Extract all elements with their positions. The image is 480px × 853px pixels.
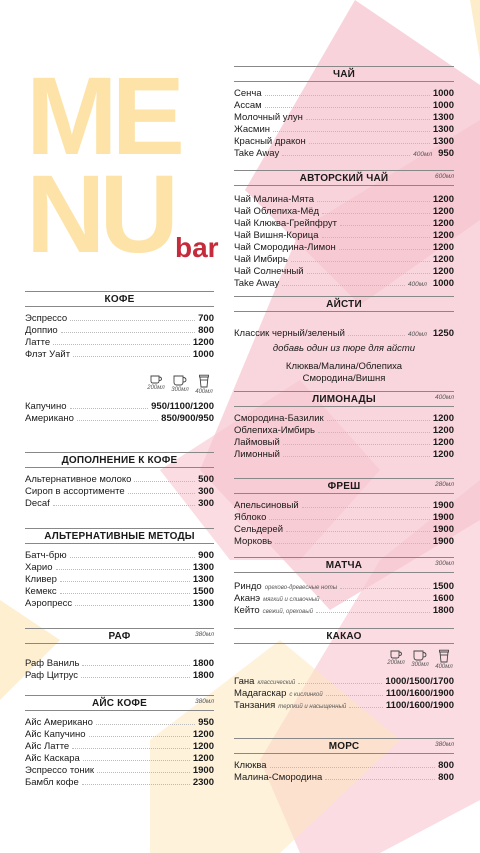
section-volume: 380мл	[195, 631, 214, 638]
menu-item: Классик черный/зеленый 400мл 1250	[234, 328, 454, 339]
menu-item: Красный дракон 1300	[234, 136, 454, 147]
section-fresh	[234, 478, 454, 547]
menu-item: Клюква 800	[234, 760, 454, 771]
icetea-note: добавь один из пюре для айсти	[272, 343, 416, 354]
cup-small: 200мл	[146, 374, 166, 396]
section-title: КОФЕ	[104, 293, 135, 305]
menu-item: Харио 1300	[25, 562, 214, 573]
section-title: КАКАО	[326, 630, 362, 642]
menu-item: Кливер 1300	[25, 574, 214, 585]
logo-nu: NU	[26, 153, 173, 276]
menu-item: Ассам 1000	[234, 100, 454, 111]
section-raf	[25, 628, 214, 681]
cup-small: 200мл	[386, 649, 406, 671]
menu-item: Чай Облепиха-Мёд 1200	[234, 206, 454, 217]
logo-me: ME	[26, 55, 179, 178]
menu-item: Эспрессо 700	[25, 313, 214, 324]
menu-item: Кемекс 1500	[25, 586, 214, 597]
cup-large-icon	[439, 649, 449, 663]
cup-large: 400мл	[434, 649, 454, 671]
section-header	[234, 391, 454, 407]
menu-item: Чай Клюква-Грейпфрут 1200	[234, 218, 454, 229]
menu-item: Яблоко 1900	[234, 512, 454, 523]
icetea-flavors-2: Смородина/Вишня	[302, 373, 386, 384]
menu-item: Кейто свежий, ореховый 1800	[234, 605, 454, 616]
section-header	[234, 628, 454, 644]
menu-item: Облепиха-Имбирь 1200	[234, 425, 454, 436]
menu-item: Мадагаскар с кислинкой 1100/1600/1900	[234, 688, 454, 699]
cup-medium: 300мл	[410, 649, 430, 671]
menu-item: Смородина-Базилик 1200	[234, 413, 454, 424]
section-lemonade	[234, 391, 454, 460]
menu-item: Сироп в ассортименте 300	[25, 486, 214, 497]
section-header	[234, 557, 454, 573]
menu-item: Раф Цитрус 1800	[25, 670, 214, 681]
section-title: ДОПОЛНЕНИЕ К КОФЕ	[61, 454, 178, 466]
cup-sizes	[25, 374, 214, 396]
section-header	[25, 695, 214, 711]
section-mors	[234, 738, 454, 783]
section-header	[25, 528, 214, 544]
section-title: МАТЧА	[325, 559, 363, 571]
menu-item: Чай Имбирь 1200	[234, 254, 454, 265]
menu-item: Аэропресс 1300	[25, 598, 214, 609]
section-volume: 300мл	[435, 560, 454, 567]
menu-item: Апельсиновый 1900	[234, 500, 454, 511]
section-header	[234, 170, 454, 186]
section-header	[234, 478, 454, 494]
menu-item: Чай Малина-Мята 1200	[234, 194, 454, 205]
menu-item: Take Away 400мл 1000	[234, 278, 454, 289]
menu-item: Айс Каскара 1200	[25, 753, 214, 764]
menu-item: Флэт Уайт 1000	[25, 349, 214, 360]
cup-small-icon	[390, 649, 402, 659]
menu-item: Альтернативное молоко 500	[25, 474, 214, 485]
menu-item: Бамбл кофе 2300	[25, 777, 214, 788]
menu-item: Эспрессо тоник 1900	[25, 765, 214, 776]
section-header	[25, 452, 214, 468]
menu-item: Латте 1200	[25, 337, 214, 348]
section-title: АЙС КОФЕ	[91, 697, 148, 709]
menu-item: Айс Капучино 1200	[25, 729, 214, 740]
section-volume: 400мл	[435, 394, 454, 401]
menu-item: Сенча 1000	[234, 88, 454, 99]
section-ice-coffee	[25, 695, 214, 788]
section-header	[234, 296, 454, 312]
section-title: АЙСТИ	[326, 298, 362, 310]
section-header	[234, 66, 454, 82]
section-coffee	[25, 291, 214, 424]
menu-item: Лимонный 1200	[234, 449, 454, 460]
menu-item: Take Away 400мл 950	[234, 148, 454, 159]
section-title: АВТОРСКИЙ ЧАЙ	[299, 172, 389, 184]
section-header	[25, 628, 214, 644]
section-cocoa	[234, 628, 454, 711]
menu-item: Риндо орехово-древесные ноты 1500	[234, 581, 454, 592]
menu-item: Морковь 1900	[234, 536, 454, 547]
menu-item: Батч-брю 900	[25, 550, 214, 561]
menu-item: Танзания терпкий и насыщенный 1100/1600/1900	[234, 700, 454, 711]
section-volume: 380мл	[435, 741, 454, 748]
cup-medium-icon	[413, 649, 427, 661]
menu-item: Доппио 800	[25, 325, 214, 336]
menu-item: Молочный улун 1300	[234, 112, 454, 123]
section-volume: 280мл	[435, 481, 454, 488]
cup-large: 400мл	[194, 374, 214, 396]
section-addons	[25, 452, 214, 509]
section-matcha	[234, 557, 454, 616]
icetea-flavors-1: Клюква/Малина/Облепиха	[285, 361, 403, 372]
section-author-tea	[234, 170, 454, 289]
logo-bar: bar	[175, 232, 219, 263]
menu-item: Айс Американо 950	[25, 717, 214, 728]
menu-item: Чай Вишня-Корица 1200	[234, 230, 454, 241]
cup-large-icon	[199, 374, 209, 388]
menu-item: Чай Смородина-Лимон 1200	[234, 242, 454, 253]
section-tea	[234, 66, 454, 159]
menu-item: Аканэ мягкий и сливочный 1600	[234, 593, 454, 604]
section-title: АЛЬТЕРНАТИВНЫЕ МЕТОДЫ	[44, 530, 195, 542]
cup-small-icon	[150, 374, 162, 384]
section-alt-methods	[25, 528, 214, 609]
section-title: РАФ	[108, 630, 131, 642]
menu-item: Малина-Смородина 800	[234, 772, 454, 783]
section-title: ЧАЙ	[332, 68, 356, 80]
menu-item: Американо 850/900/950	[25, 413, 214, 424]
menu-item: Чай Солнечный 1200	[234, 266, 454, 277]
section-header	[25, 291, 214, 307]
menu-item: Капучино 950/1100/1200	[25, 401, 214, 412]
section-title: ФРЕШ	[327, 480, 361, 492]
section-volume: 380мл	[195, 698, 214, 705]
section-volume: 600мл	[435, 173, 454, 180]
cup-medium-icon	[173, 374, 187, 386]
menu-item: Гана классический 1000/1500/1700	[234, 676, 454, 687]
cup-medium: 300мл	[170, 374, 190, 396]
menu-item: Decaf 300	[25, 498, 214, 509]
section-title: ЛИМОНАДЫ	[312, 393, 376, 405]
menu-item: Сельдерей 1900	[234, 524, 454, 535]
section-header	[234, 738, 454, 754]
menu-item: Айс Латте 1200	[25, 741, 214, 752]
menu-item: Раф Ваниль 1800	[25, 658, 214, 669]
menu-item: Лаймовый 1200	[234, 437, 454, 448]
section-icetea	[234, 296, 454, 385]
menu-item: Жасмин 1300	[234, 124, 454, 135]
section-title: МОРС	[328, 740, 360, 752]
cup-sizes	[234, 649, 454, 671]
